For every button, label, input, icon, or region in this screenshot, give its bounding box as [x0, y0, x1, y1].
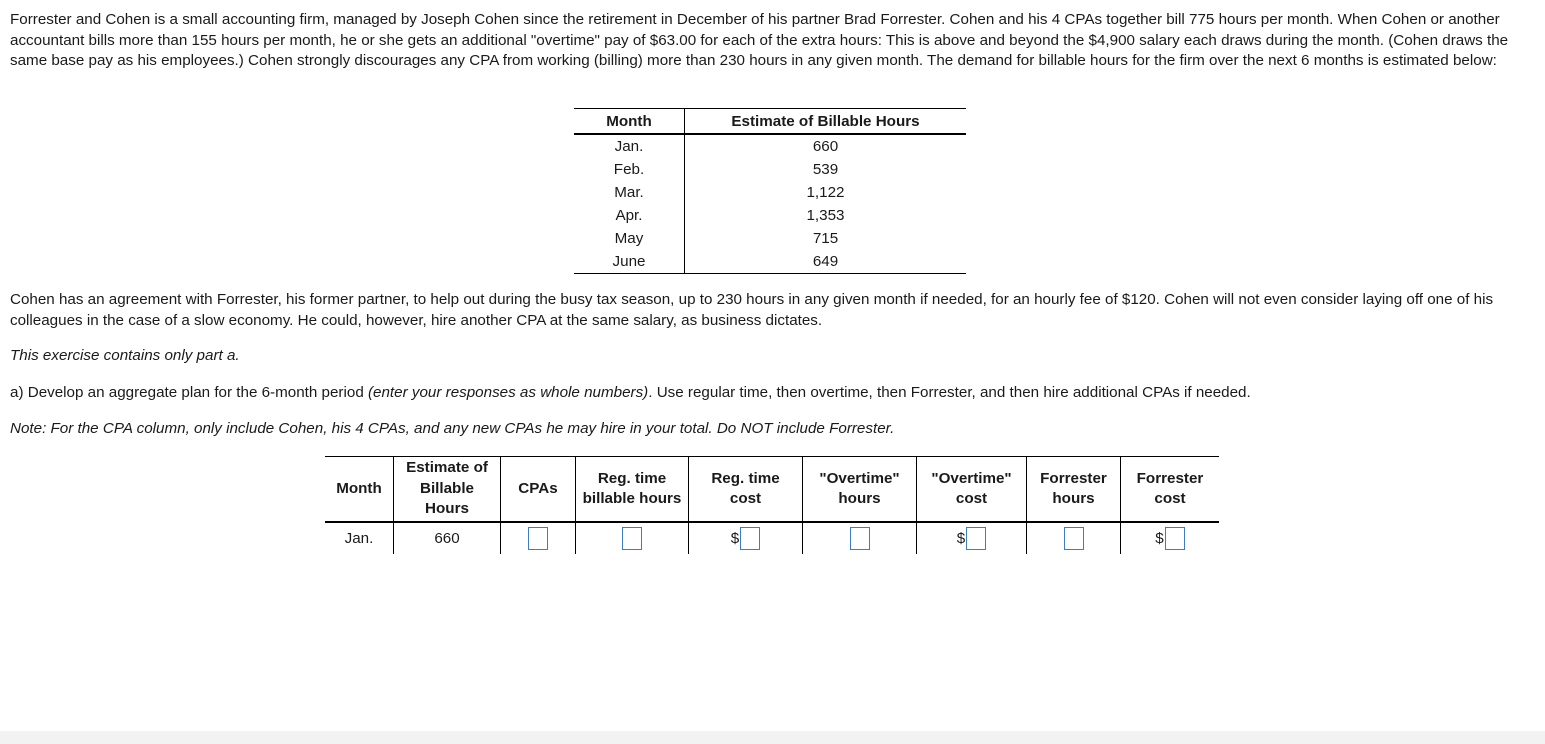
part-a-lead: a) Develop an aggregate plan for the 6-month period — [10, 384, 368, 401]
plan-cell-forrester-cost — [1121, 522, 1220, 554]
demand-month: Apr. — [574, 204, 685, 227]
currency-symbol: $ — [956, 530, 966, 547]
cpa-column-note: Note: For the CPA column, only include Cohen, his 4 CPAs, and any new CPAs he may hire in your total. Do NOT include Forrester. — [10, 420, 895, 437]
part-a-instructions — [10, 383, 1251, 404]
demand-hours: 649 — [685, 250, 967, 274]
demand-header-hours: Estimate of Billable Hours — [685, 109, 967, 135]
header-line: billable hours — [582, 490, 682, 507]
exercise-scope-note: This exercise contains only part a. — [10, 347, 240, 364]
overtime-hours-input[interactable] — [850, 527, 870, 550]
demand-table — [574, 108, 966, 274]
header-line: cost — [955, 490, 988, 507]
table-row — [574, 158, 966, 181]
header-line: Hours — [425, 500, 469, 518]
plan-cell-ot-hours — [803, 522, 917, 554]
plan-header-reg-cost — [689, 457, 803, 523]
header-line: Forrester — [1136, 469, 1204, 487]
plan-cell-forrester-hours — [1027, 522, 1121, 554]
header-line: Reg. time — [597, 469, 667, 487]
header-line: Reg. time — [711, 469, 780, 487]
table-row — [325, 522, 1219, 554]
demand-month: Mar. — [574, 181, 685, 204]
part-a-tail: . Use regular time, then overtime, then Forrester, and then hire additional CPAs if needed. — [648, 384, 1251, 401]
footer-bar — [0, 731, 1545, 744]
aggregate-plan-table — [325, 456, 1219, 554]
plan-header-cpas: CPAs — [501, 457, 576, 523]
header-line: cost — [729, 490, 762, 507]
demand-month: June — [574, 250, 685, 274]
table-row — [574, 227, 966, 250]
table-row — [574, 181, 966, 204]
demand-header-month: Month — [574, 109, 685, 135]
plan-header-ot-cost — [917, 457, 1027, 523]
header-line: "Overtime" — [819, 469, 900, 487]
currency-symbol: $ — [1155, 530, 1164, 547]
demand-hours: 1,122 — [806, 184, 845, 201]
header-line: Estimate of — [406, 459, 488, 477]
demand-hours: 715 — [812, 230, 839, 247]
plan-cell-cpas — [501, 522, 576, 554]
plan-cell-ot-cost — [917, 522, 1027, 554]
header-line: cost — [1154, 490, 1186, 507]
header-line: Billable — [419, 479, 475, 497]
table-row — [574, 250, 966, 274]
cpas-input[interactable] — [528, 527, 548, 550]
plan-cell-reg-cost — [689, 522, 803, 554]
demand-month: Feb. — [574, 158, 685, 181]
plan-cell-reg-hours — [576, 522, 689, 554]
plan-month-jan: Jan. — [325, 522, 394, 554]
reg-time-cost-input[interactable] — [740, 527, 760, 550]
problem-intro: Forrester and Cohen is a small accounting firm, managed by Joseph Cohen since the retirement in December of his partner Brad Forrester. Cohen and his 4 CPAs together bill 775 hours per month. When Cohen or another accountant bills more than 155 hours per month, he or she gets an additional "overtime" pay of $63.00 for each of the extra hours: This is above and beyond the $4,900 salary each draws during the month. (Cohen draws the same base pay as his employees.) Cohen strongly discourages any CPA from working (billing) more than 230 hours in any given month. The demand for billable hours for the firm over the next 6 months is estimated below: — [10, 11, 1509, 69]
reg-time-hours-input[interactable] — [622, 527, 642, 550]
header-line: hours — [838, 490, 881, 507]
plan-header-row — [325, 457, 1219, 523]
header-line: hours — [1052, 490, 1095, 507]
table-row — [574, 134, 966, 158]
forrester-hours-input[interactable] — [1064, 527, 1084, 550]
forrester-cost-input[interactable] — [1165, 527, 1185, 550]
plan-header-forrester-hours — [1027, 457, 1121, 523]
demand-month: May — [574, 227, 685, 250]
table-row — [574, 204, 966, 227]
demand-hours: 660 — [812, 138, 839, 155]
plan-header-ot-hours — [803, 457, 917, 523]
plan-estimate-jan: 660 — [394, 522, 501, 554]
overtime-cost-input[interactable] — [966, 527, 986, 550]
currency-symbol: $ — [730, 530, 740, 547]
header-line: "Overtime" — [931, 469, 1012, 487]
plan-header-month: Month — [325, 457, 394, 523]
forrester-agreement-text: Cohen has an agreement with Forrester, his former partner, to help out during the busy tax season, up to 230 hours in any given month if needed, for an hourly fee of $120. Cohen will not even consider laying off one of his colleagues in the case of a slow economy. He could, however, hire another CPA at the same salary, as business dictates. — [10, 291, 1494, 329]
plan-header-reg-hours — [576, 457, 689, 523]
plan-header-estimate — [394, 457, 501, 523]
demand-month: Jan. — [574, 134, 685, 158]
demand-hours: 1,353 — [806, 207, 845, 224]
demand-header-row — [574, 109, 966, 135]
plan-header-forrester-cost — [1121, 457, 1220, 523]
part-a-italic-hint: (enter your responses as whole numbers) — [367, 384, 649, 401]
header-line: Forrester — [1040, 469, 1107, 487]
demand-hours: 539 — [812, 161, 839, 178]
